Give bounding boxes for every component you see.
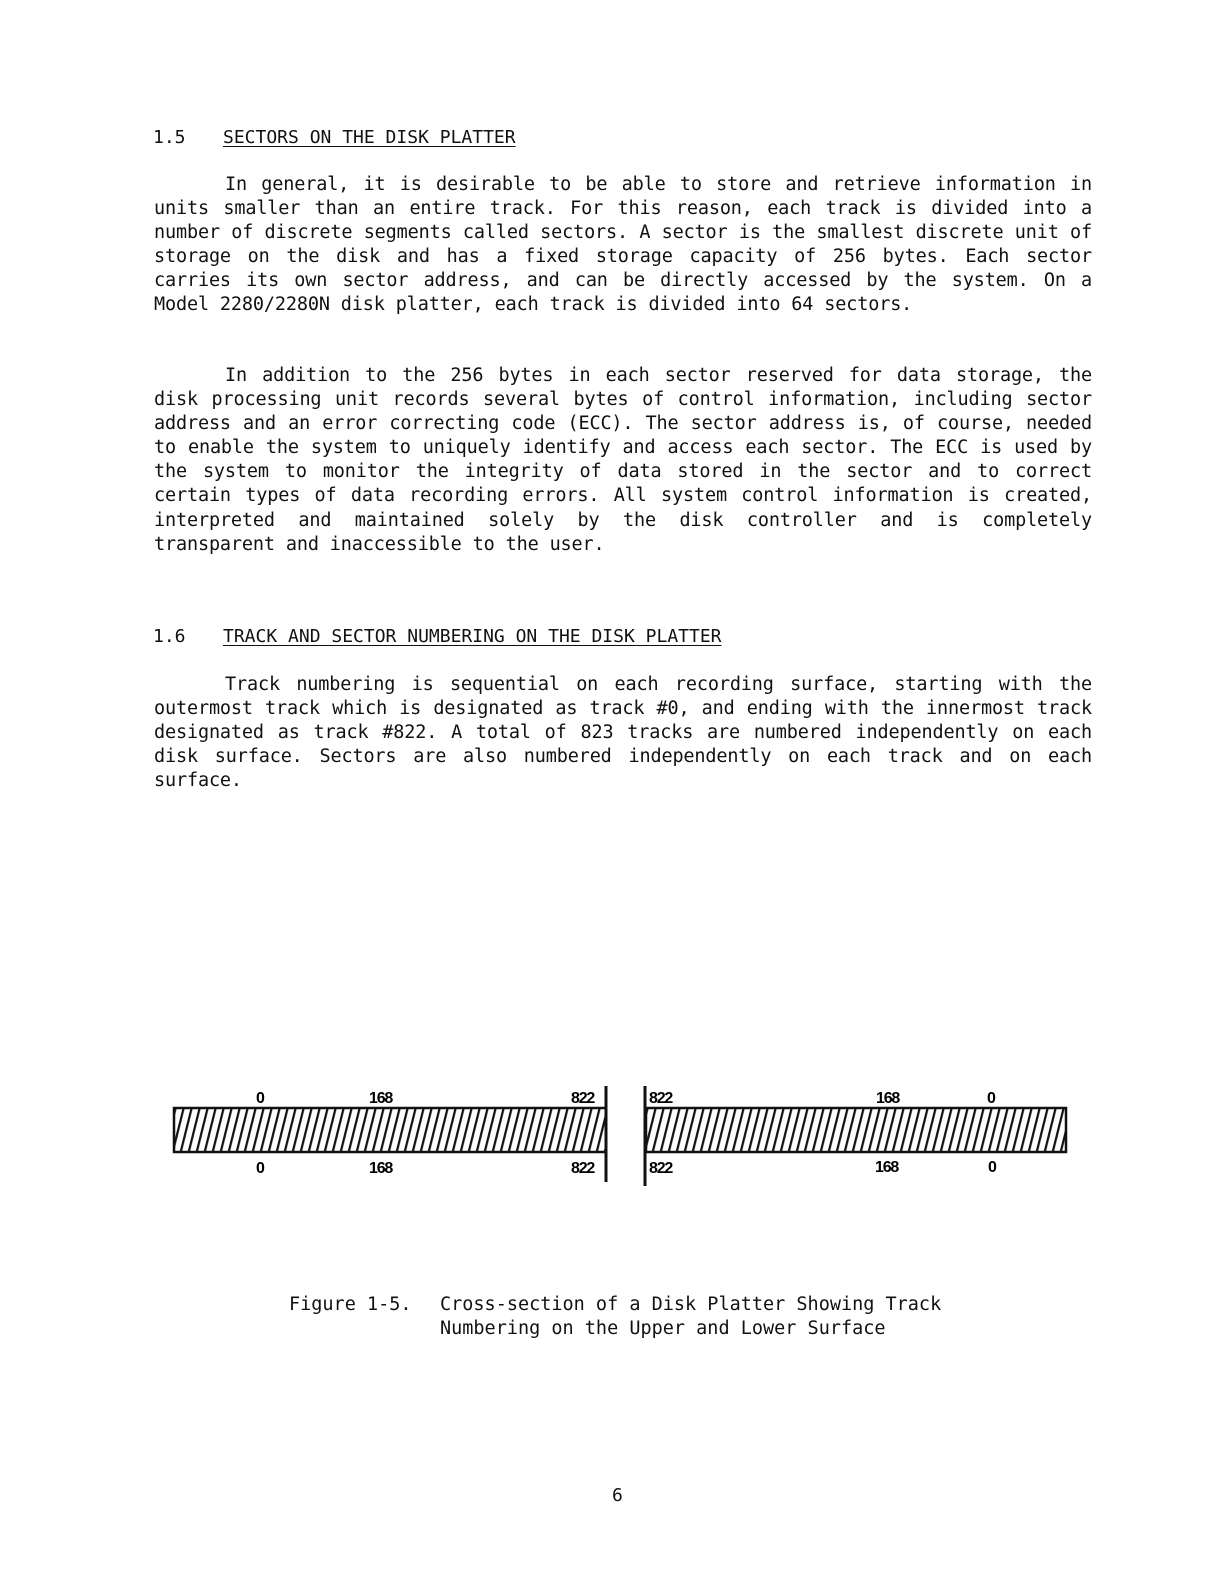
right-lower-track-label: 0 (988, 1159, 996, 1176)
page-number: 6 (612, 1485, 623, 1506)
figure-svg (160, 1070, 1080, 1200)
right-lower-track-label: 822 (649, 1160, 673, 1177)
section-title: SECTORS ON THE DISK PLATTER (223, 127, 516, 148)
left-lower-track-label: 822 (571, 1160, 595, 1177)
paragraph: Track numbering is sequential on each recording surface, starting with the outermost track which is designated as track #0, and ending with the innermost track designated as track #822. A total of 823 tracks are numbered independently on each disk surface. Sectors are also numbered independently on each track and on each surface. (154, 674, 1092, 792)
right-upper-track-label: 168 (876, 1090, 900, 1107)
paragraph: In addition to the 256 bytes in each sector reserved for data storage, the disk processing unit records several bytes of control information, including sector address and an error correcting code (ECC). The sector address is, of course, needed to enable the system to uniquely identify and access each sector. The ECC is used by the system to monitor the integrity of data stored in the sector and to correct certain types of data recording errors. All system control information is created, interpreted and maintained solely by the disk controller and is completely transparent and inaccessible to the user. (154, 365, 1092, 555)
left-lower-track-label: 0 (256, 1160, 264, 1177)
left-upper-track-label: 822 (571, 1090, 595, 1107)
right-lower-track-label: 168 (875, 1159, 899, 1176)
caption-label: Figure 1-5. (289, 1294, 412, 1315)
left-platter-section (174, 1108, 606, 1152)
left-lower-track-label: 168 (369, 1160, 393, 1177)
section-heading-1-6 (153, 625, 722, 649)
caption-line: Numbering on the Upper and Lower Surface (440, 1318, 886, 1339)
right-platter-section (646, 1108, 1066, 1152)
right-upper-track-label: 0 (987, 1090, 995, 1107)
section-number: 1.6 (153, 626, 186, 647)
disk-platter-cross-section-figure (160, 1070, 1080, 1200)
caption-text (440, 1293, 941, 1341)
caption-line: Cross-section of a Disk Platter Showing Track (440, 1294, 942, 1315)
paragraph: In general, it is desirable to be able to store and retrieve information in units smaller than an entire track. For this reason, each track is divided into a number of discrete segments called sectors. A sector is the smallest discrete unit of storage on the disk and has a fixed storage capacity of 256 bytes. Each sector carries its own sector address, and can be directly accessed by the system. On a Model 2280/2280N disk platter, each track is divided into 64 sectors. (154, 174, 1092, 316)
figure-caption (289, 1293, 941, 1341)
section-title: TRACK AND SECTOR NUMBERING ON THE DISK PLATTER (223, 626, 722, 647)
right-upper-track-label: 822 (649, 1090, 673, 1107)
left-upper-track-label: 0 (256, 1090, 264, 1107)
section-number: 1.5 (153, 127, 186, 148)
section-heading-1-5 (153, 126, 516, 150)
left-upper-track-label: 168 (369, 1090, 393, 1107)
